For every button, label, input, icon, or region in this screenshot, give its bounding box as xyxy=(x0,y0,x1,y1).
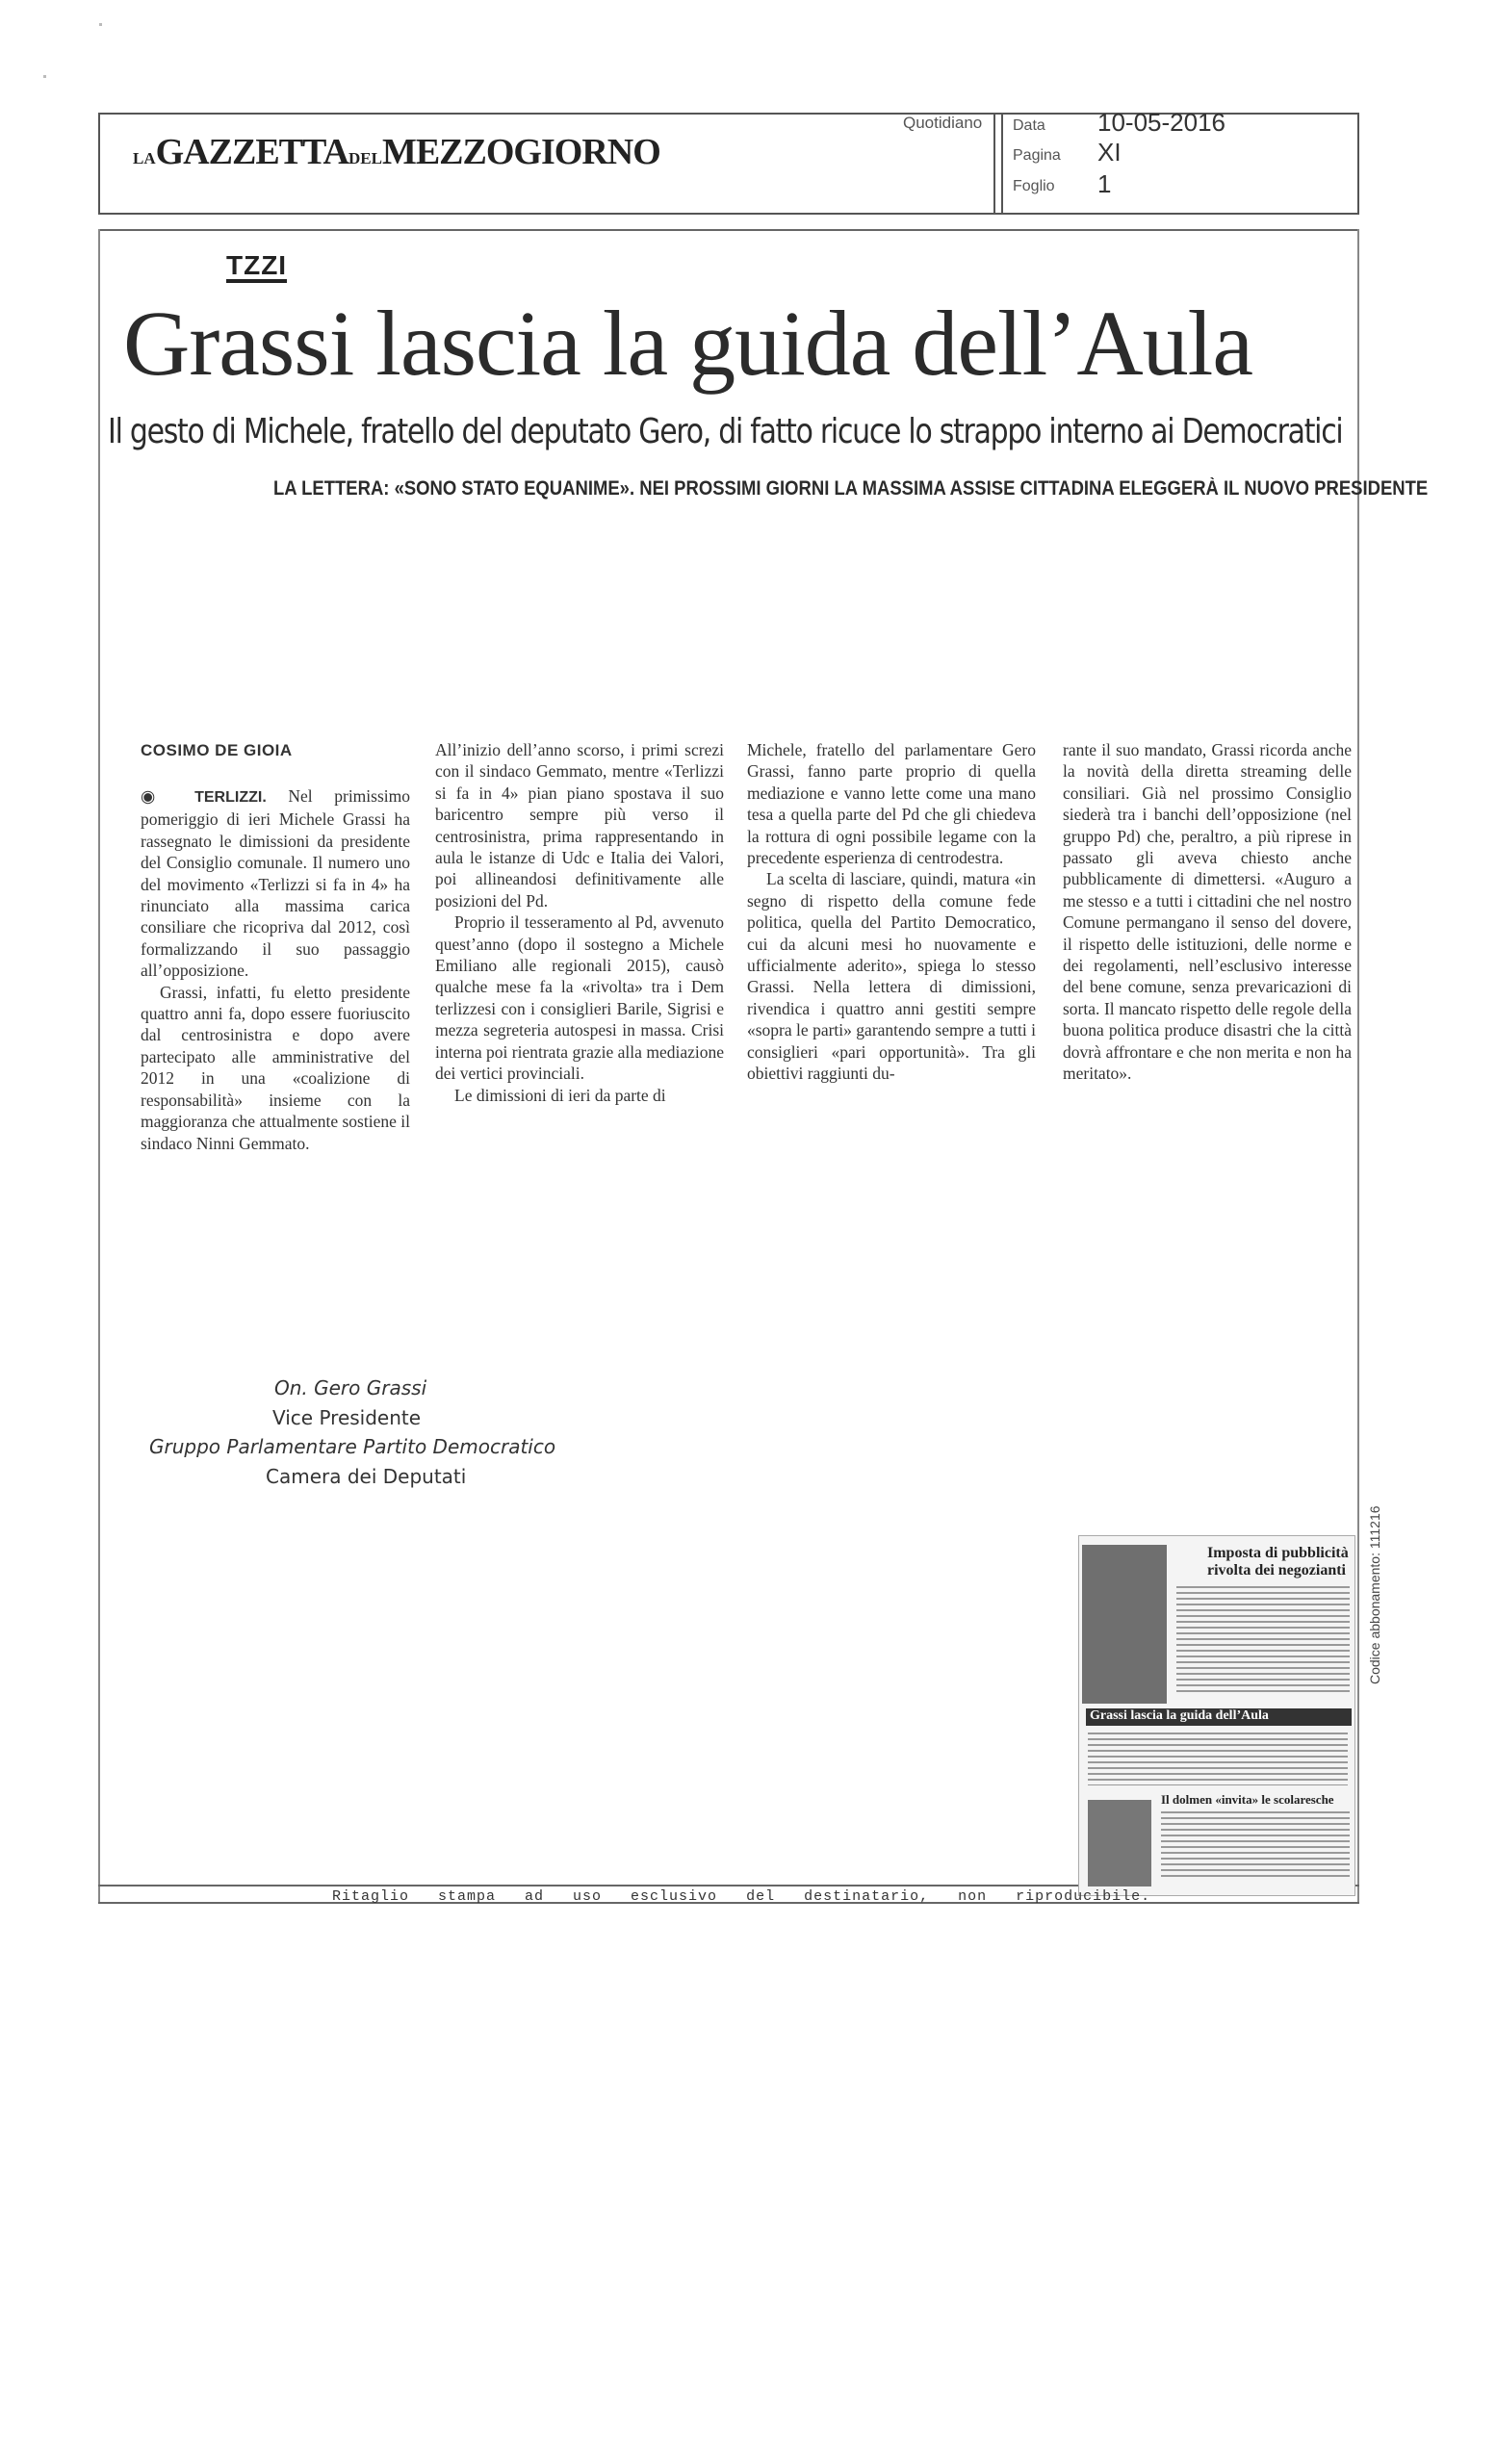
footer-notice: Ritaglio stampa ad uso esclusivo del destinatario, non riproducibile. xyxy=(332,1888,1151,1905)
meta-label-sheet: Foglio xyxy=(1013,178,1055,194)
publication-type: Quotidiano xyxy=(903,114,983,132)
meta-label-page: Pagina xyxy=(1013,147,1061,164)
bullet-icon: ◉ xyxy=(141,786,195,806)
scan-speck xyxy=(43,75,46,78)
meta-value-sheet: 1 xyxy=(1097,169,1112,198)
article-paragraph: Michele, fratello del parlamentare Gero Grassi, fanno parte proprio di quella mediazione e vanno lette come una mano tesa a quella parte del Pd che gli chiedeva la rottura di ogni possibile legame con la precedente esperienza di centrodestra. xyxy=(747,740,1036,868)
article-column-2 xyxy=(435,739,724,1106)
thumbnail-photo xyxy=(1088,1800,1151,1886)
section-logo: TZZI xyxy=(226,252,287,283)
article-kicker: LA LETTERA: «SONO STATO EQUANIME». NEI PROSSIMI GIORNI LA MASSIMA ASSISE CITTADINA ELEGGERÀ IL NUOVO PRESIDENTE xyxy=(273,477,1429,500)
signature-group: Gruppo Parlamentare Partito Democratico xyxy=(149,1435,556,1458)
thumbnail-band-headline: Grassi lascia la guida dell’Aula xyxy=(1090,1708,1269,1723)
thumbnail-top-headline: Imposta di pubblicità rivolta dei negozianti xyxy=(1207,1545,1349,1578)
article-paragraph: rante il suo mandato, Grassi ricorda anche la novità della diretta streaming delle consiliari. Già nel prossimo Consiglio siederà tra i banchi dell’opposizione (nel gruppo Pd) che, peraltro, a più riprese in passato gli aveva chiesto anche pubblicamente di dimettersi. «Auguro a me stesso e a tutti i cittadini che nel nostro Comune permangano il senso del dovere, il rispetto delle istituzioni, delle norme e dei regolamenti, nell’esclusivo interesse del bene comune, senza prevaricazioni di sorta. Il mancato rispetto delle regole della buona politica produce disastri che la città dovrà affrontare e che non merita e non ha meritato». xyxy=(1063,740,1352,1084)
signature-role: Vice Presidente xyxy=(272,1406,422,1429)
article-headline: Grassi lascia la guida dell’Aula xyxy=(123,292,1252,395)
article-column-1 xyxy=(141,785,410,1154)
article-dateline: TERLIZZI. xyxy=(194,789,267,806)
meta-value-page: XI xyxy=(1097,138,1122,167)
thumbnail-text-block xyxy=(1161,1811,1350,1879)
thumbnail-bottom-headline: Il dolmen «invita» le scolaresche xyxy=(1161,1792,1334,1807)
article-border xyxy=(98,229,1359,231)
masthead-divider xyxy=(1001,113,1003,215)
article-paragraph: Proprio il tesseramento al Pd, avvenuto quest’anno (dopo il sostegno a Michele Emiliano alle regionali 2015), causò qualche mese fa la «rivolta» tra i Dem terlizzesi con i consiglieri Barile, Sigrisi e mezza segreteria autospesi in massa. Crisi interna poi rientrata grazie alla mediazione dei vertici provinciali. xyxy=(435,912,724,1084)
article-border xyxy=(98,229,100,1904)
subscription-code: Codice abbonamento: 111216 xyxy=(1367,1505,1382,1684)
scan-speck xyxy=(99,23,102,26)
article-paragraph: ◉ TERLIZZI. Nel primissimo pomeriggio di ieri Michele Grassi ha rassegnato le dimissioni da presidente del Consiglio comunale. Il numero uno del movimento «Terlizzi si fa in 4» ha rinunciato alla massima carica consiliare che ricopriva dal 2012, così formalizzando il suo passaggio all’opposizione. xyxy=(141,786,411,981)
article-paragraph: All’inizio dell’anno scorso, i primi screzi con il sindaco Gemmato, mentre «Terlizzi si fa in 4» pian piano spostava il suo baricentro sempre più verso il centrosinistra, prima rappresentando in aula le istanze di Udc e Italia dei Valori, poi allineandosi definitivamente alle posizioni del Pd. xyxy=(435,740,724,911)
masthead-divider xyxy=(993,113,995,215)
article-byline: COSIMO DE GIOIA xyxy=(141,741,293,759)
signature-chamber: Camera dei Deputati xyxy=(266,1465,467,1488)
article-subheadline: Il gesto di Michele, fratello del deputato Gero, di fatto ricuce lo strappo interno ai Democratici xyxy=(108,412,1343,451)
thumbnail-text-block xyxy=(1088,1732,1348,1785)
thumbnail-photo xyxy=(1082,1545,1167,1704)
newspaper-logo: LAGAZZETTADELMEZZOGIORNO xyxy=(133,132,660,172)
article-column-4 xyxy=(1063,739,1352,1085)
meta-value-date: 10-05-2016 xyxy=(1097,108,1225,137)
article-paragraph: Grassi, infatti, fu eletto presidente quattro anni fa, dopo essere fuoriuscito dal centrosinistra e dopo avere partecipato alle amministrative del 2012 in una «coalizione di responsabilità» insieme con la maggioranza che attualmente sostiene il sindaco Ninni Gemmato. xyxy=(141,982,410,1153)
thumbnail-text-block xyxy=(1176,1586,1350,1692)
article-column-3 xyxy=(747,739,1036,1085)
meta-label-date: Data xyxy=(1013,117,1045,134)
article-paragraph: Le dimissioni di ieri da parte di xyxy=(454,1085,666,1105)
article-paragraph: La scelta di lasciare, quindi, matura «in segno di rispetto della comune fede politica, quella del Partito Democratico, cui da alcuni mesi ho nuovamente e ufficialmente aderito», spiega lo stesso Grassi. Nella lettera di dimissioni, rivendica i quattro anni gestiti sempre «sopra le parti» garantendo sempre a tutti i consiglieri «pari opportunità». Tra gli obiettivi raggiunti du- xyxy=(747,869,1036,1084)
signature-name: On. Gero Grassi xyxy=(274,1376,427,1399)
